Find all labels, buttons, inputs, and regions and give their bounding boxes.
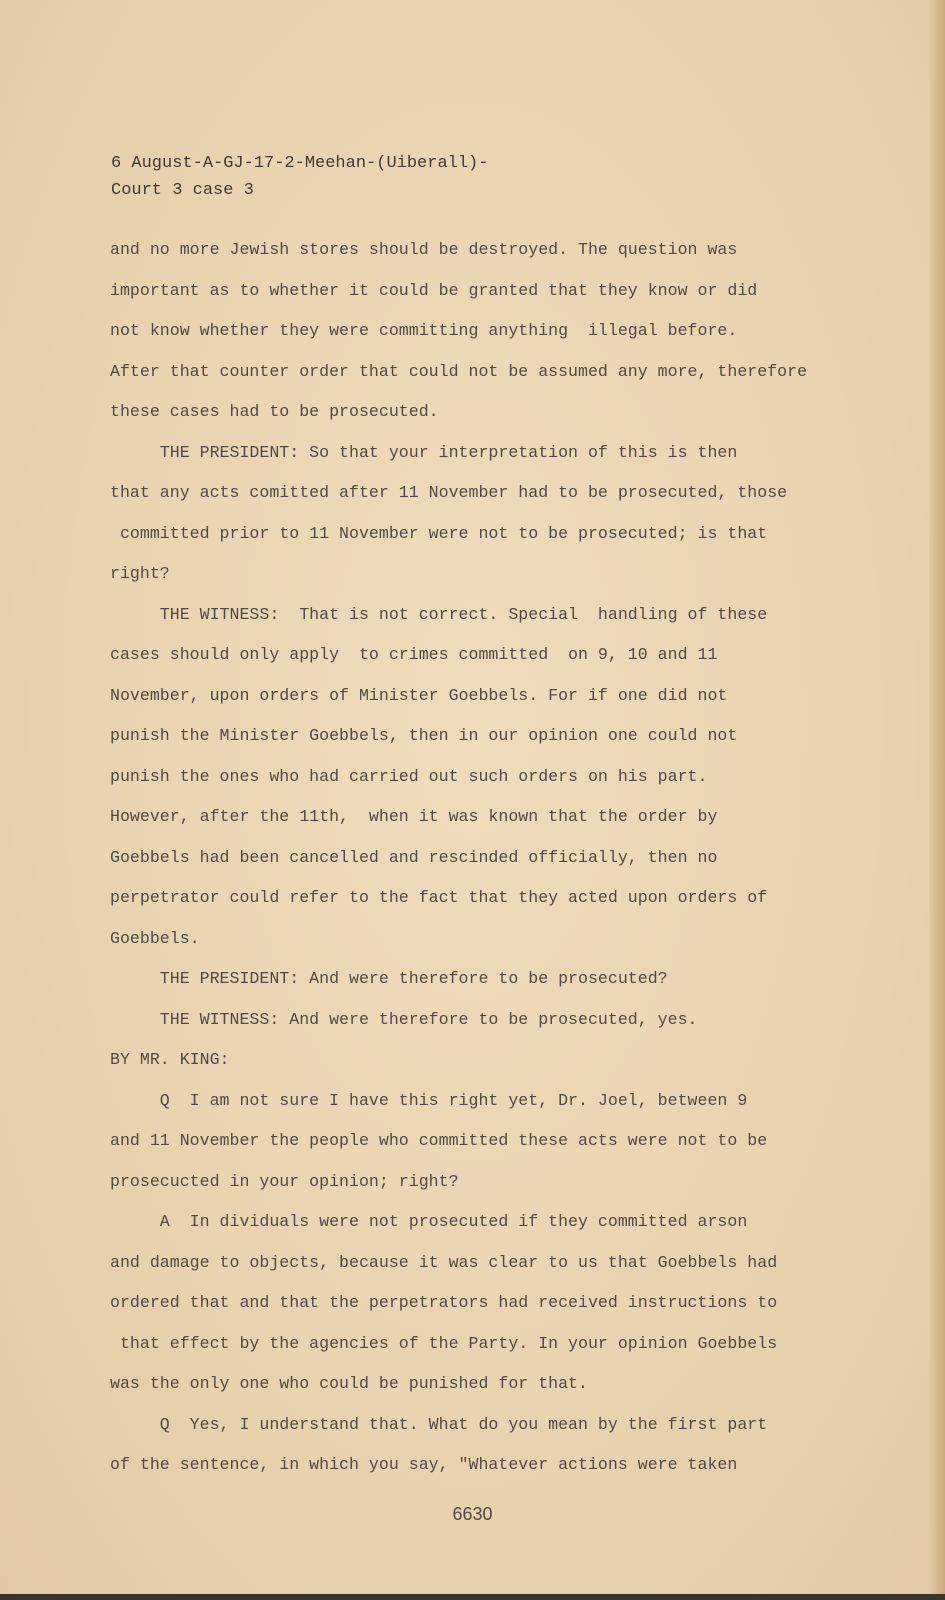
body-line: and damage to objects, because it was clear to us that Goebbels had	[110, 1253, 778, 1272]
body-line: THE PRESIDENT: And were therefore to be prosecuted?	[110, 969, 668, 988]
body-line: THE PRESIDENT: So that your interpretation of this is then	[110, 443, 738, 462]
body-line: committed prior to 11 November were not to be prosecuted; is that	[110, 524, 768, 543]
body-line: November, upon orders of Minister Goebbels. For if one did not	[110, 686, 728, 705]
body-line: However, after the 11th, when it was known that the order by	[110, 807, 718, 826]
body-line: A In dividuals were not prosecuted if they committed arson	[110, 1212, 748, 1231]
body-line: prosecucted in your opinion; right?	[110, 1172, 459, 1191]
page-header	[111, 150, 488, 204]
page-bottom-edge	[0, 1594, 945, 1600]
body-line: THE WITNESS: That is not correct. Special handling of these	[110, 605, 768, 624]
header-line-1: 6 August-A-GJ-17-2-Meehan-(Uiberall)-	[111, 154, 489, 173]
body-line: After that counter order that could not be assumed any more, therefore	[110, 362, 808, 381]
body-line: Goebbels.	[110, 929, 200, 948]
body-line: Q I am not sure I have this right yet, Dr. Joel, between 9	[110, 1091, 748, 1110]
body-line: not know whether they were committing anything illegal before.	[110, 321, 738, 340]
page-edge-shadow	[929, 0, 945, 1600]
body-line: cases should only apply to crimes committed on 9, 10 and 11	[110, 645, 718, 664]
body-line: punish the Minister Goebbels, then in our opinion one could not	[110, 726, 738, 745]
body-line: was the only one who could be punished for that.	[110, 1374, 588, 1393]
body-line: ordered that and that the perpetrators had received instructions to	[110, 1293, 778, 1312]
body-line: Q Yes, I understand that. What do you mean by the first part	[110, 1415, 768, 1434]
body-line: punish the ones who had carried out such orders on his part.	[110, 767, 708, 786]
body-line: these cases had to be prosecuted.	[110, 402, 439, 421]
body-line: and no more Jewish stores should be destroyed. The question was	[110, 240, 738, 259]
body-line: BY MR. KING:	[110, 1050, 230, 1069]
body-line: that effect by the agencies of the Party. In your opinion Goebbels	[110, 1334, 778, 1353]
body-line: and 11 November the people who committed these acts were not to be	[110, 1131, 768, 1150]
body-line: perpetrator could refer to the fact that they acted upon orders of	[110, 888, 768, 907]
body-line: of the sentence, in which you say, "Whatever actions were taken	[110, 1455, 738, 1474]
body-line: right?	[110, 564, 170, 583]
body-line: Goebbels had been cancelled and rescinded officially, then no	[110, 848, 718, 867]
body-line: THE WITNESS: And were therefore to be prosecuted, yes.	[110, 1010, 698, 1029]
body-line: that any acts comitted after 11 November had to be prosecuted, those	[110, 483, 788, 502]
header-line-2: Court 3 case 3	[111, 181, 254, 200]
body-line: important as to whether it could be granted that they know or did	[110, 281, 758, 300]
page-number: 6630	[452, 1504, 493, 1524]
transcript-body	[110, 229, 830, 1485]
